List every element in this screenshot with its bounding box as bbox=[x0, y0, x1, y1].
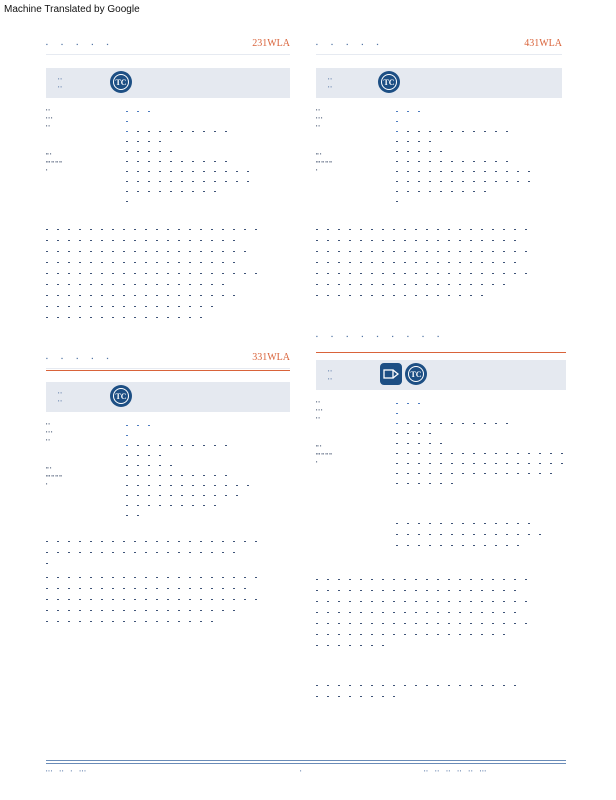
spec-values-extra bbox=[396, 518, 564, 551]
product-entry-431wla bbox=[316, 40, 562, 340]
spec-band bbox=[46, 382, 290, 412]
badge-group bbox=[110, 71, 132, 93]
breadcrumb: ▪ ▪ ▪ ▪ ▪ ▪ ▪ ▪ ▪ bbox=[316, 334, 446, 340]
description-paragraph-2 bbox=[316, 680, 562, 702]
band-label: ▪ ▪ ▪ ▪ bbox=[328, 76, 332, 89]
badge-group bbox=[380, 363, 427, 385]
footer-right: ▪▪ ▪▪ ▪▪ ▪▪ ▪▪ ▪▪▪ bbox=[424, 768, 488, 773]
description-paragraph bbox=[316, 574, 562, 651]
spec-values bbox=[396, 398, 564, 488]
footer-left: ▪▪▪ ▪▪ ▪ ▪▪▪ bbox=[46, 768, 87, 773]
band-label: ▪ ▪ ▪ ▪ bbox=[58, 390, 62, 403]
description-paragraph-2 bbox=[46, 572, 286, 627]
page-number: ▪ bbox=[300, 768, 303, 773]
description-paragraph bbox=[316, 224, 560, 301]
band-label: ▪ ▪ ▪ ▪ bbox=[58, 76, 62, 89]
header-divider bbox=[46, 370, 290, 371]
description-paragraph bbox=[46, 536, 286, 569]
band-label: ▪ ▪ ▪ ▪ bbox=[328, 368, 332, 381]
certification-badge-icon: TC bbox=[110, 385, 132, 407]
breadcrumb: ▪ ▪ ▪ ▪ ▪ bbox=[316, 42, 385, 48]
spec-values bbox=[396, 106, 560, 206]
spec-labels: ▪ ▪ ▪ ▪ ▪ ▪ ▪ ▪▪ ▪ ▪▪▪ ▪▪ ▪▪ ▪▪ ▪ bbox=[46, 421, 63, 486]
spec-band bbox=[316, 68, 562, 98]
certification-badge-icon: TC bbox=[405, 363, 427, 385]
spec-band bbox=[316, 360, 566, 390]
breadcrumb: ▪ ▪ ▪ ▪ ▪ bbox=[46, 42, 115, 48]
badge-group bbox=[110, 385, 132, 407]
entry-header bbox=[316, 40, 562, 55]
spec-labels: ▪ ▪ ▪ ▪ ▪ ▪ ▪ ▪▪ ▪ ▪▪▪ ▪▪ ▪▪ ▪▪ ▪ bbox=[46, 107, 63, 172]
header-divider bbox=[316, 352, 566, 353]
entry-header bbox=[46, 354, 290, 369]
arrow-box-icon bbox=[383, 368, 399, 380]
spec-labels: ▪ ▪ ▪ ▪ ▪ ▪ ▪ ▪▪ ▪ ▪▪▪ ▪▪ ▪▪ ▪▪ ▪ bbox=[316, 107, 333, 172]
certification-badge-icon: TC bbox=[110, 71, 132, 93]
spec-band bbox=[46, 68, 290, 98]
breadcrumb: ▪ ▪ ▪ ▪ ▪ bbox=[46, 356, 115, 362]
product-entry-4 bbox=[316, 334, 566, 704]
model-code: 431WLA bbox=[524, 38, 562, 49]
product-entry-231wla bbox=[46, 40, 290, 340]
model-code: 231WLA bbox=[252, 38, 290, 49]
inline-tool-icon bbox=[380, 363, 402, 385]
description-paragraph bbox=[46, 224, 286, 323]
spec-labels: ▪ ▪ ▪ ▪ ▪ ▪ ▪ ▪▪ ▪ ▪▪▪ ▪▪ ▪▪ ▪▪ ▪ bbox=[316, 399, 333, 464]
badge-group bbox=[378, 71, 400, 93]
certification-badge-icon: TC bbox=[378, 71, 400, 93]
spec-values bbox=[126, 106, 286, 206]
footer-rules bbox=[46, 760, 566, 764]
product-entry-331wla bbox=[46, 354, 290, 634]
model-code: 331WLA bbox=[252, 352, 290, 363]
machine-translation-banner: Machine Translated by Google bbox=[4, 4, 140, 15]
spec-values bbox=[126, 420, 286, 520]
entry-header bbox=[46, 40, 290, 55]
